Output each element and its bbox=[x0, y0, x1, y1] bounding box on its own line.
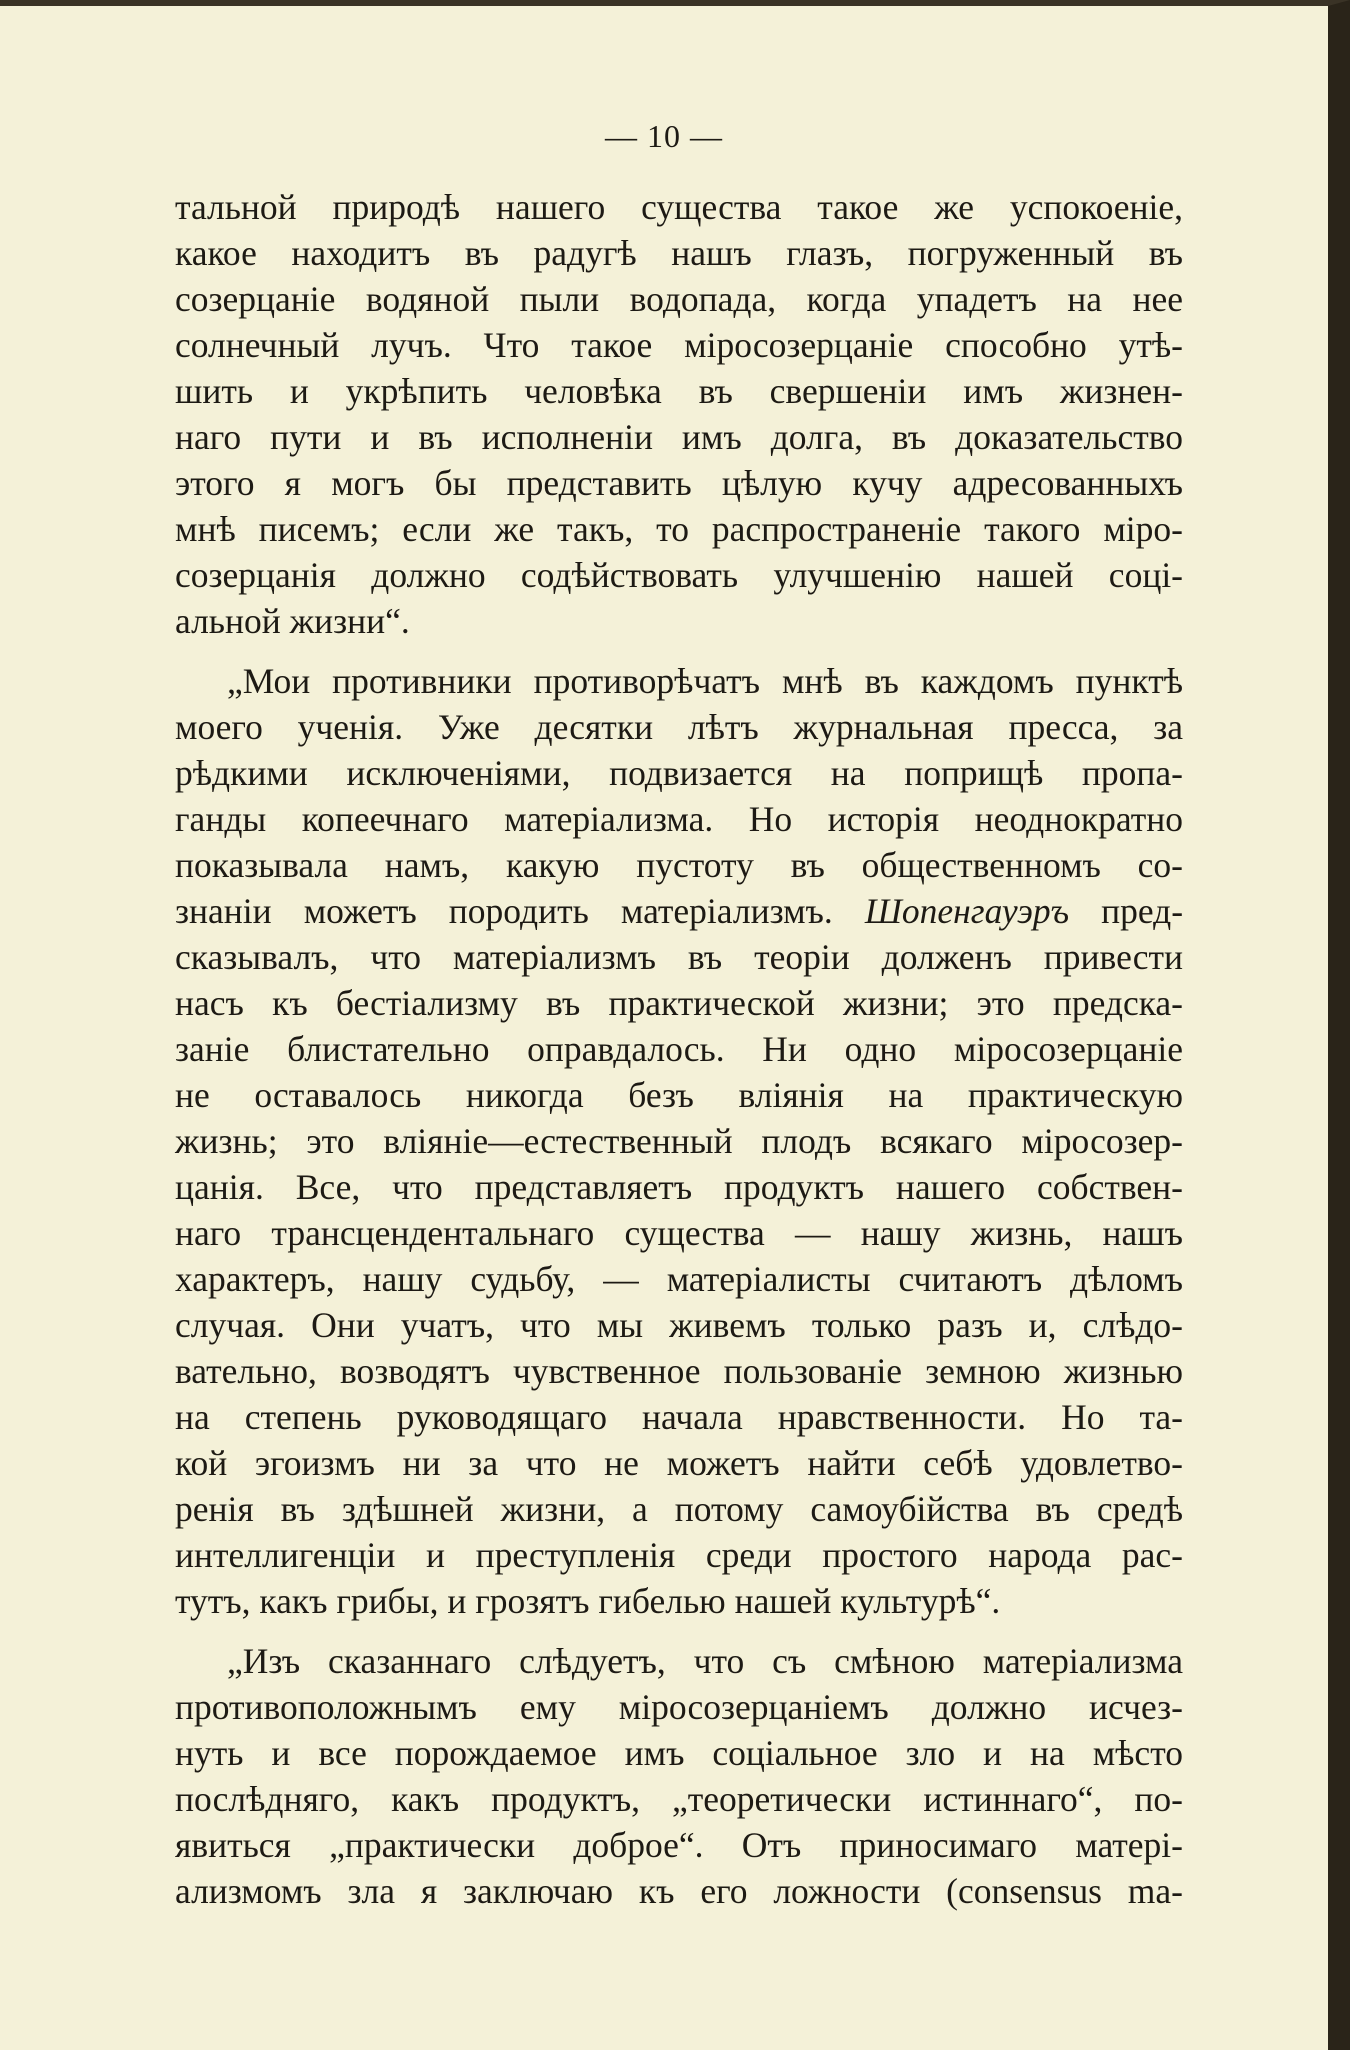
text-line: нуть и все порождаемое имъ соціальное зло и на мѣсто bbox=[175, 1733, 1183, 1773]
text-line: „Мои противники противорѣчатъ мнѣ въ каждомъ пунктѣ bbox=[227, 661, 1183, 701]
text-line: альной жизни“. bbox=[175, 601, 410, 641]
paragraph bbox=[175, 658, 1183, 1624]
text-line: ренія въ здѣшней жизни, а потому самоубійства въ средѣ bbox=[175, 1489, 1183, 1529]
paragraph bbox=[175, 184, 1183, 644]
text-line: явиться „практически доброе“. Отъ приносимаго матері- bbox=[175, 1825, 1183, 1865]
text-line: рѣдкими исключеніями, подвизается на поприщѣ пропа- bbox=[175, 753, 1183, 793]
text-line: тальной природѣ нашего существа такое же успокоеніе, bbox=[175, 187, 1183, 227]
text-line: цанія. Все, что представляетъ продуктъ нашего собствен- bbox=[175, 1167, 1183, 1207]
text-line: ганды копеечнаго матеріализма. Но исторія неоднократно bbox=[175, 799, 1183, 839]
text-line: показывала намъ, какую пустоту въ общественномъ со- bbox=[175, 845, 1183, 885]
text-line: этого я могъ бы представить цѣлую кучу адресованныхъ bbox=[175, 463, 1183, 503]
text-line: не оставалось никогда безъ вліянія на практическую bbox=[175, 1075, 1183, 1115]
text-line: жизнь; это вліяніе—естественный плодъ всякаго міросозер- bbox=[175, 1121, 1183, 1161]
text-line: тутъ, какъ грибы, и грозятъ гибелью нашей культурѣ“. bbox=[175, 1581, 1001, 1621]
text-line: вательно, возводятъ чувственное пользованіе земною жизнью bbox=[175, 1351, 1183, 1391]
text-line: наго пути и въ исполненіи имъ долга, въ доказательство bbox=[175, 417, 1183, 457]
paragraph bbox=[175, 1638, 1183, 1914]
text-line: кой эгоизмъ ни за что не можетъ найти себѣ удовлетво- bbox=[175, 1443, 1183, 1483]
text-line: мнѣ писемъ; если же такъ, то распространеніе такого міро- bbox=[175, 509, 1183, 549]
text-line: сказывалъ, что матеріализмъ въ теоріи долженъ привести bbox=[175, 937, 1183, 977]
text-line: на степень руководящаго начала нравственности. Но та- bbox=[175, 1397, 1183, 1437]
text-fragment: пред- bbox=[1069, 891, 1184, 931]
text-line: какое находитъ въ радугѣ нашъ глазъ, погруженный въ bbox=[175, 233, 1183, 273]
page-number: — 10 — bbox=[605, 118, 723, 154]
text-line: моего ученія. Уже десятки лѣтъ журнальная пресса, за bbox=[175, 707, 1183, 747]
text-line: созерцаніе водяной пыли водопада, когда упадетъ на нее bbox=[175, 279, 1183, 319]
text-line: ализмомъ зла я заключаю къ его ложности (consensus ma- bbox=[175, 1871, 1183, 1911]
text-line: „Изъ сказаннаго слѣдуетъ, что съ смѣною матеріализма bbox=[227, 1641, 1183, 1681]
text-line: послѣдняго, какъ продуктъ, „теоретически истиннаго“, по- bbox=[175, 1779, 1183, 1819]
text-line: солнечный лучъ. Что такое міросозерцаніе способно утѣ- bbox=[175, 325, 1183, 365]
text-line: интеллигенціи и преступленія среди простого народа рас- bbox=[175, 1535, 1183, 1575]
text-line: насъ къ бестіализму въ практической жизни; это предска- bbox=[175, 983, 1183, 1023]
text-line: наго трансцендентальнаго существа — нашу жизнь, нашъ bbox=[175, 1213, 1183, 1253]
text-line: характеръ, нашу судьбу, — матеріалисты считаютъ дѣломъ bbox=[175, 1259, 1183, 1299]
italic-name: Шопенгауэръ bbox=[864, 891, 1070, 931]
text-line: созерцанія должно содѣйствовать улучшенію нашей соці- bbox=[175, 555, 1183, 595]
page-body bbox=[175, 184, 1183, 1914]
text-line: шить и укрѣпить человѣка въ свершеніи имъ жизнен- bbox=[175, 371, 1183, 411]
text-line: заніе блистательно оправдалось. Ни одно міросозерцаніе bbox=[175, 1029, 1183, 1069]
text-line-with-name bbox=[175, 888, 1183, 934]
text-line: случая. Они учатъ, что мы живемъ только разъ и, слѣдо- bbox=[175, 1305, 1183, 1345]
text-line: противоположнымъ ему міросозерцаніемъ должно исчез- bbox=[175, 1687, 1183, 1727]
text-fragment: знаніи можетъ породить матеріализмъ. bbox=[175, 891, 833, 931]
